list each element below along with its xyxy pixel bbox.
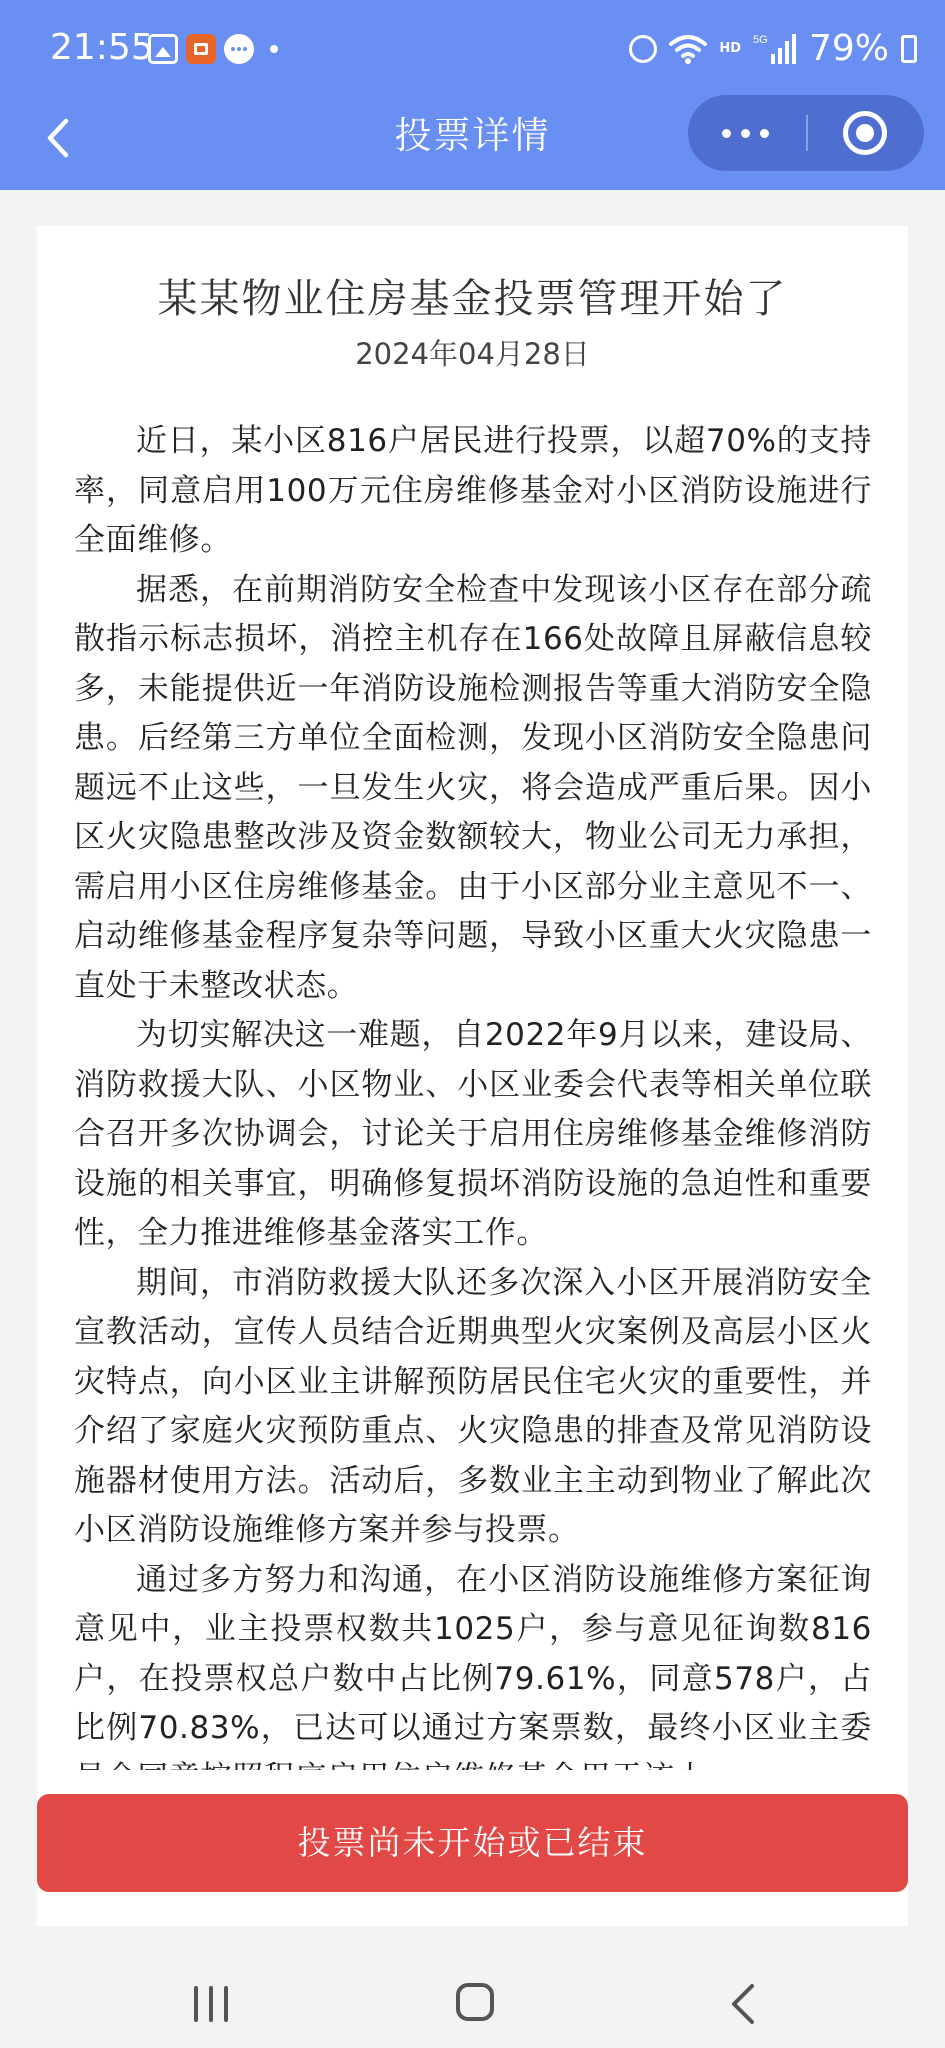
system-status-icons (629, 26, 917, 72)
recent-apps-icon[interactable] (192, 1986, 232, 2022)
article-paragraph: 期间，市消防救援大队还多次深入小区开展消防安全宣教活动，宣传人员结合近期典型火灾案例及高层小区火灾特点，向小区业主讲解预防居民住宅火灾的重要性，并介绍了家庭火灾预防重点、火灾隐患的排查及常见消防设施器材使用方法。活动后，多数业主主动到物业了解此次小区消防设施维修方案并参与投票。 (74, 1264, 872, 1548)
hd-label: HD (719, 41, 741, 56)
article-date: 2024年04月28日 (355, 337, 590, 371)
battery-icon (901, 35, 917, 63)
article-paragraph: 通过多方努力和沟通，在小区消防设施维修方案征询意见中，业主投票权数共1025户，参与意见征询数816户，在投票权总户数中占比例79.61%，同意578户，占比例70.83%，已达可以通过方案票数，最终小区业主委 (74, 1561, 872, 1746)
status-time: 21:55 (50, 27, 154, 68)
signal-icon (753, 32, 797, 66)
article-paragraph: 近日，某小区816户居民进行投票，以超70%的支持率，同意启用100万元住房维修基金对小区消防设施进行全面维修。 (74, 423, 872, 558)
alarm-icon (629, 35, 657, 63)
home-icon[interactable] (456, 1983, 494, 2021)
5g-label: 5G (752, 34, 768, 46)
article-title: 某某物业住房基金投票管理开始了 (157, 276, 788, 322)
article-card (37, 226, 908, 1926)
header (0, 0, 945, 190)
page-title: 投票详情 (394, 114, 551, 157)
notification-icons (148, 34, 278, 64)
status-bar (0, 0, 945, 95)
article-paragraph: 为切实解决这一难题，自2022年9月以来，建设局、消防救援大队、小区物业、小区业委会代表等相关单位联合召开多次协调会，讨论关于启用住房维修基金维修消防设施的相关事宜，明确修复损坏消防设施的急迫性和重要性，全力推进维修基金落实工作。 (74, 1017, 872, 1251)
nav-bar (0, 95, 945, 190)
article-body (74, 417, 872, 1803)
system-back-icon[interactable] (724, 1982, 764, 2026)
app-notification-icon (186, 34, 216, 64)
wifi-icon (669, 34, 707, 64)
chat-icon (224, 34, 254, 64)
dot-icon (270, 45, 278, 53)
back-icon[interactable] (36, 113, 86, 163)
vote-status-button[interactable]: 投票尚未开始或已结束 (37, 1794, 908, 1892)
system-navigation-bar (0, 1926, 945, 2048)
battery-percent: 79% (808, 28, 889, 69)
photo-icon (148, 34, 178, 64)
more-icon[interactable] (688, 95, 806, 171)
close-mini-program-icon[interactable] (808, 95, 924, 171)
article-paragraph: 据悉，在前期消防安全检查中发现该小区存在部分疏散指示标志损坏，消控主机存在166处故障且屏蔽信息较多，未能提供近一年消防设施检测报告等重大消防安全隐患。后经第三方单位全面检测，发现小区消防安全隐患问题远不止这些，一旦发生火灾，将会造成严重后果。因小区火灾隐患整改涉及资金数额较大，物业公司无力承担，需启用小区住房维修基金。由于小区部分业主意见不一、启动维修基金程序复杂等问题，导致小区重大火灾隐患一直处于未整改状态。 (74, 571, 872, 1004)
mini-program-capsule (688, 95, 924, 171)
